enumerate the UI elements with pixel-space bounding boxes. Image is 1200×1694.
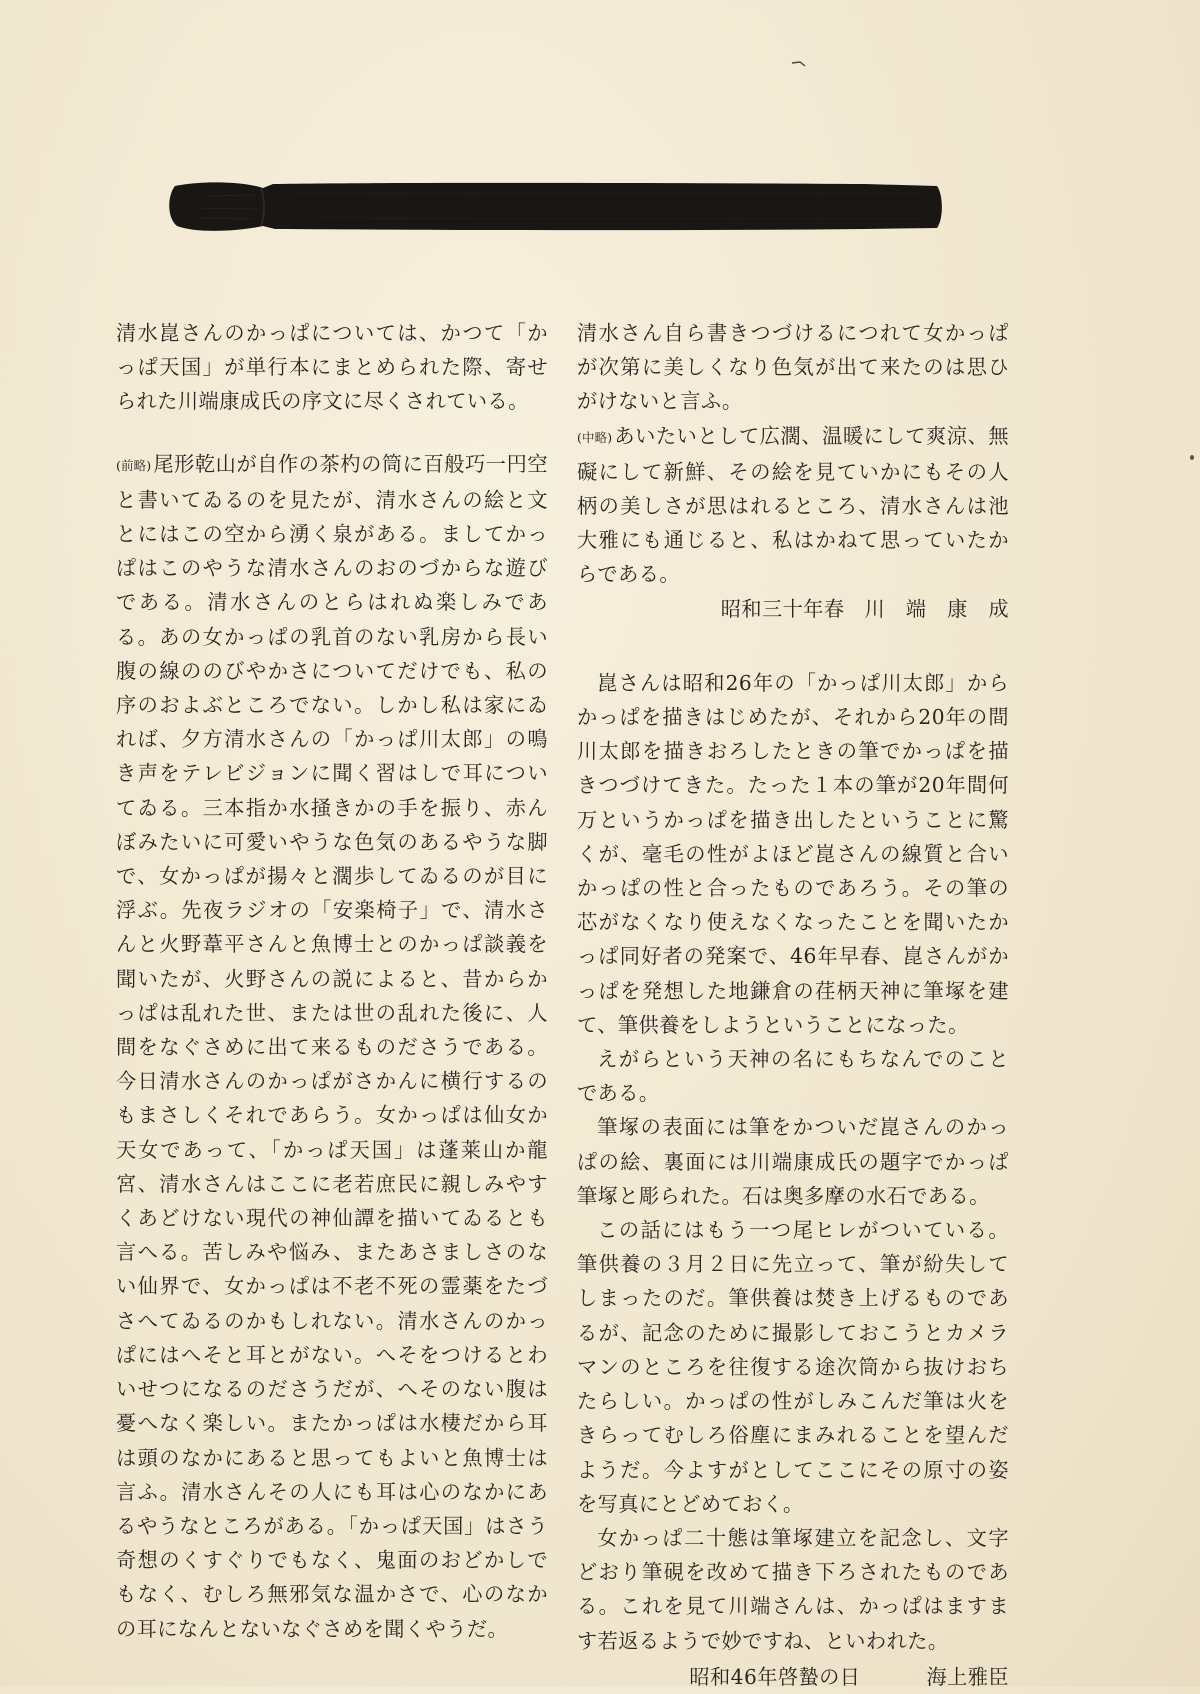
- preface-quote: [116, 447, 548, 1646]
- paper-speck: [1190, 455, 1194, 460]
- kawabata-signature: [577, 592, 1009, 626]
- middle-tag: (中略): [577, 429, 613, 445]
- body-paragraph: 女かっぱ二十態は筆塚建立を記念し、文字どおり筆硯を改めて描き下ろされたものである。これを見て川端さんは、かっぱはますます若返るようで妙ですね、といわれた。: [577, 1525, 1009, 1653]
- preface-text: 尾形乾山が自作の茶杓の筒に百般巧一円空と書いてゐるのを見たが、清水さんの絵と文とにはこの空から湧く泉がある。ましてかっぱはこのやうな清水さんのおのづからな遊びである。清水さんのとらはれぬ楽しみである。あの女かっぱの乳首のない乳房から長い腹の線ののびやかさについてだけでも、私の序のおよぶところでない。しかし私は家にゐれば、夕方清水さんの「かっぱ川太郎」の鳴き声をテレビジョンに聞く習はしで耳についてゐる。三本指か水掻きかの手を振り、赤んぼみたいに可愛いやうな色気のあるやうな脚で、女かっぱが揚々と濶歩してゐるのが目に浮ぶ。先夜ラジオの「安楽椅子」で、清水さんと火野葦平さんと魚博士とのかっぱ談義を聞いたが、火野さんの説によると、昔からかっぱは乱れた世、または世の乱れた後に、人間をなぐさめに出て来るものださうである。今日清水さんのかっぱがさかんに横行するのもまさしくそれであらう。女かっぱは仙女か天女であって、「かっぱ天国」は蓬莱山か龍宮、清水さんはここに老若庶民に親しみやすくあどけない現代の神仙譚を描いてゐるとも言へる。苦しみや悩み、またあさましさのない仙界で、女かっぱは不老不死の霊薬をたづさへてゐるのかもしれない。清水さんのかっぱにはへそと耳とがない。へそをつけるとわいせつになるのださうだが、へそのない腹は憂へなく楽しい。またかっぱは水棲だから耳は頭のなかにあると思ってもよいと魚博士は言ふ。清水さんその人にも耳は心のなかにあるやうなところがある。「かっぱ天国」はさう奇想のくすぐりでもなく、鬼面のおどかしでもなく、むしろ無邪気な温かさで、心のなかの耳になんとないなぐさめを聞くやうだ。: [116, 451, 548, 1641]
- preface-tag: (前略): [116, 457, 152, 473]
- body-paragraph: えがらという天神の名にもちなんでのことである。: [577, 1047, 1009, 1106]
- right-column: [577, 316, 1009, 1694]
- intro-paragraph: 清水崑さんのかっぱについては、かつて「かっぱ天国」が単行本にまとめられた際、寄せられた川端康成氏の序文に尽くされている。: [116, 321, 548, 414]
- signoff-name: 海上雅臣: [926, 1664, 1009, 1689]
- ink-mark: [790, 60, 810, 68]
- brush-image: [165, 178, 947, 234]
- author-signoff: [577, 1660, 1009, 1694]
- preface-continuation: 清水さん自ら書きつづけるにつれて女かっぱが次第に美しくなり色気が出て来たのは思ひがけないと言ふ。: [577, 321, 1009, 414]
- middle-quote: [577, 419, 1009, 592]
- middle-text: あいたいとして広濶、温暖にして爽涼、無礙にして新鮮、その絵を見ていかにもその人柄の美しさが思はれるところ、清水さんは池大雅にも通じると、私はかねて思っていたからである。: [577, 423, 1009, 587]
- body-paragraph: 筆塚の表面には筆をかついだ崑さんのかっぱの絵、裏面には川端康成氏の題字でかっぱ筆塚と彫られた。石は奥多摩の水石である。: [577, 1115, 1009, 1208]
- signature-date: 昭和三十年春: [720, 596, 845, 621]
- body-paragraph: 崑さんは昭和26年の「かっぱ川太郎」からかっぱを描きはじめたが、それから20年の間川太郎を描きおろしたときの筆でかっぱを描きつづけてきた。たった１本の筆が20年間何万というかっぱを描き出したということに驚くが、毫毛の性がよほど崑さんの線質と合いかっぱの性と合ったものであろう。その筆の芯がなくなり使えなくなったことを聞いたかっぱ同好者の発案で、46年早春、崑さんがかっぱを発想した地鎌倉の荏柄天神に筆塚を建て、筆供養をしようということになった。: [577, 670, 1009, 1037]
- signature-name: 川 端 康 成: [864, 596, 1009, 621]
- signoff-date: 昭和46年啓蟄の日: [689, 1664, 861, 1689]
- body-paragraph: この話にはもう一つ尾ヒレがついている。筆供養の３月２日に先立って、筆が紛失してしまったのだ。筆供養は焚き上げるものであるが、記念のために撮影しておこうとカメラマンのところを往復する途次筒から抜けおちたらしい。かっぱの性がしみこんだ筆は火をきらってむしろ俗塵にまみれることを望んだようだ。今よすがとしてここにその原寸の姿を写真にとどめておく。: [577, 1218, 1009, 1516]
- left-column: [116, 316, 548, 1646]
